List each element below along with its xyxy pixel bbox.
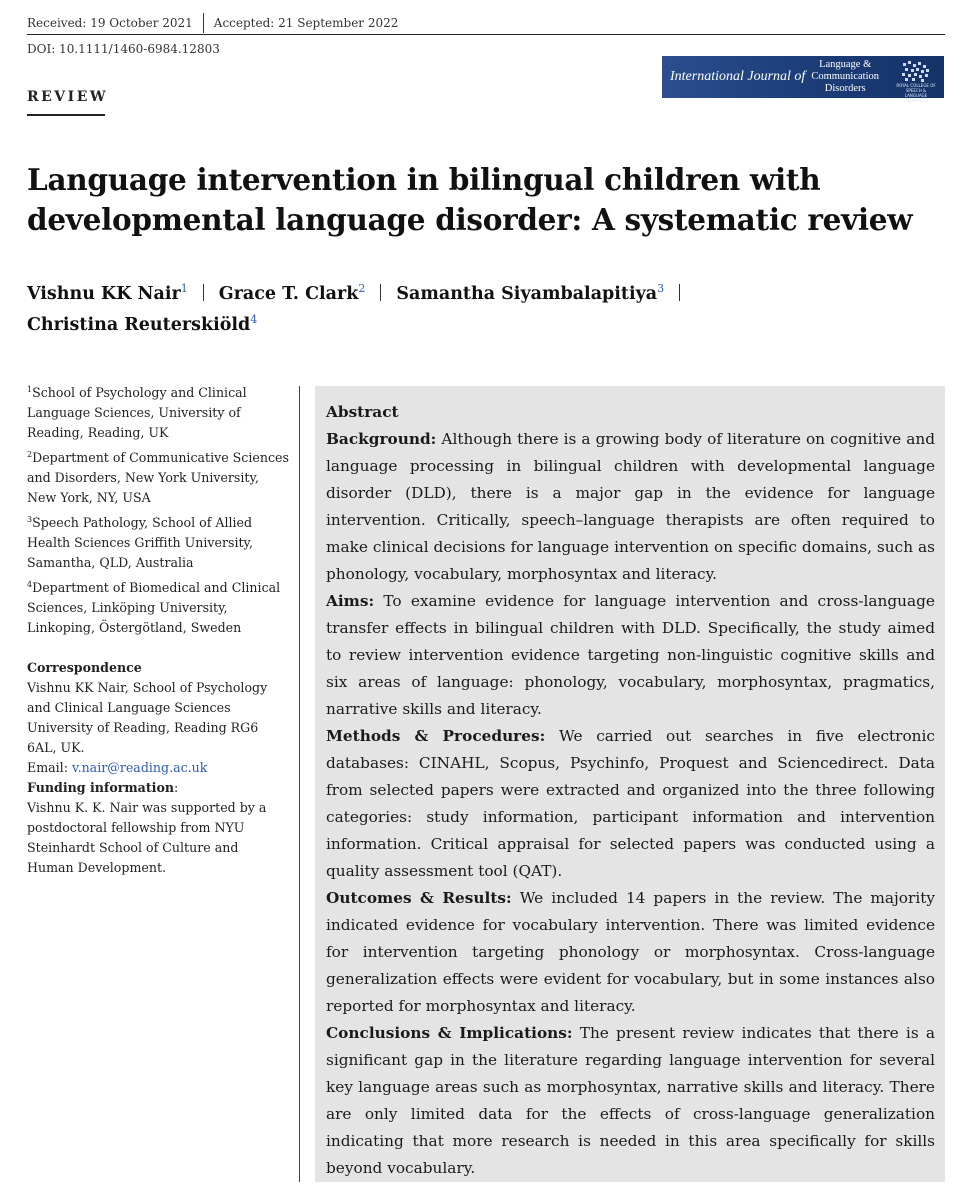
correspondence-heading: Correspondence <box>27 660 142 675</box>
article-dates <box>27 13 398 33</box>
affiliation-text: Department of Biomedical and Clinical Sciences, Linköping University, Linkoping, Östergötland, Sweden <box>27 580 281 635</box>
author-separator <box>380 284 381 301</box>
author-3[interactable] <box>396 284 664 304</box>
abstract-text: To examine evidence for language intervention and cross-language transfer effects in bilingual children with DLD. Specifically, the study aimed to review intervention evidence targeting non-linguistic cognitive skills and six areas of language: phonology, vocabulary, morphosyntax, pragmatics, narrative skills and literacy. <box>326 592 935 718</box>
author-name: Vishnu KK Nair <box>27 284 181 304</box>
affiliation-text: Department of Communicative Sciences and Disorders, New York University, New York, NY, USA <box>27 450 289 505</box>
abstract-heading: Outcomes & Results: <box>326 889 512 907</box>
accepted-date: Accepted: 21 September 2022 <box>213 16 399 30</box>
abstract-heading: Conclusions & Implications: <box>326 1024 573 1042</box>
funding-colon: : <box>174 780 179 795</box>
affiliation-text: Speech Pathology, School of Allied Health Sciences Griffith University, Samantha, QLD, Australia <box>27 515 253 570</box>
affiliation-number: 4 <box>27 579 33 589</box>
abstract-heading: Methods & Procedures: <box>326 727 546 745</box>
journal-name-sub-2: Communication <box>811 71 879 82</box>
funding-heading: Funding information <box>27 780 175 795</box>
abstract-text: We included 14 papers in the review. The majority indicated evidence for vocabulary intervention. There was limited evidence for intervention targeting phonology or morphosyntax. Cross-language generalization effects were evident for vocabulary, but in some instances also reported for morphosyntax and literacy. <box>326 889 935 1015</box>
abstract-text: Although there is a growing body of literature on cognitive and language processing in bilingual children with developmental language disorder (DLD), there is a major gap in the evidence for language intervention. Critically, speech–language therapists are often required to make clinical decisions for language intervention on specific domains, such as phonology, vocabulary, morphosyntax and literacy. <box>326 430 935 583</box>
journal-logo <box>662 56 944 103</box>
author-separator <box>679 284 680 301</box>
abstract-text: The present review indicates that there is a significant gap in the literature regarding language intervention for several key language areas such as morphosyntax, narrative skills and literacy. There are only limited data for the effects of cross-language generalization indicating that more research is needed in this area specifically for skills beyond vocabulary. <box>326 1024 935 1177</box>
article-title: Language intervention in bilingual children with developmental language disorder: A systematic review <box>27 162 913 237</box>
journal-name-sub <box>811 59 879 95</box>
affiliation-number: 3 <box>27 514 33 524</box>
funding-text: Vishnu K. K. Nair was supported by a postdoctoral fellowship from NYU Steinhardt School of Culture and Human Development. <box>27 800 267 875</box>
abstract-title: Abstract <box>326 403 399 421</box>
abstract-aims <box>326 588 935 723</box>
affiliation-4 <box>27 578 289 638</box>
funding-heading-line <box>27 778 289 798</box>
abstract-box <box>315 386 945 1182</box>
author-2[interactable] <box>219 284 366 304</box>
author-affiliation-ref[interactable]: 1 <box>180 282 188 296</box>
abstract-background <box>326 426 935 588</box>
author-affiliation-ref[interactable]: 3 <box>657 282 665 296</box>
affiliation-1 <box>27 383 289 443</box>
abstract-conclusions <box>326 1020 935 1182</box>
journal-name-sub-1: Language & <box>819 59 872 70</box>
journal-name-main: International Journal of <box>670 69 806 84</box>
affiliation-3 <box>27 513 289 573</box>
header-rule <box>27 34 945 35</box>
affiliation-number: 2 <box>27 449 33 459</box>
section-underline <box>27 114 105 116</box>
doi: DOI: 10.1111/1460-6984.12803 <box>27 42 220 56</box>
author-name: Samantha Siyambalapitiya <box>396 284 658 304</box>
section-label: REVIEW <box>27 89 109 105</box>
affiliation-text: School of Psychology and Clinical Language Sciences, University of Reading, Reading, UK <box>27 385 247 440</box>
rcslt-seal-icon <box>896 59 936 103</box>
abstract-heading: Aims: <box>326 592 375 610</box>
author-separator <box>203 284 204 301</box>
affiliation-2 <box>27 448 289 508</box>
correspondence-text <box>27 678 289 778</box>
column-divider <box>299 386 300 1182</box>
date-separator <box>203 13 204 33</box>
abstract-methods <box>326 723 935 885</box>
email-label: Email: <box>27 760 72 775</box>
author-list <box>27 279 927 341</box>
seal-grid-icon <box>901 61 931 83</box>
author-4[interactable] <box>27 315 257 335</box>
funding-information <box>27 778 289 878</box>
author-1[interactable] <box>27 284 188 304</box>
correspondence-address: Vishnu KK Nair, School of Psychology and Clinical Language Sciences University of Reading, Reading RG6 6AL, UK. <box>27 680 268 755</box>
affiliation-number: 1 <box>27 384 33 394</box>
journal-name-sub-3: Disorders <box>824 83 866 94</box>
author-name: Christina Reuterskiöld <box>27 315 251 335</box>
email-link[interactable]: v.nair@reading.ac.uk <box>71 760 208 775</box>
author-name: Grace T. Clark <box>218 284 359 304</box>
abstract-text: We carried out searches in five electronic databases: CINAHL, Scopus, Psychinfo, Proquest and Sciencedirect. Data from selected papers were extracted and organized into the three following categories: study information, participant information and intervention information. Critical appraisal for selected papers was conducted using a quality assessment tool (QAT). <box>326 727 935 880</box>
author-affiliation-ref[interactable]: 4 <box>250 313 258 327</box>
abstract-outcomes <box>326 885 935 1020</box>
received-date: Received: 19 October 2021 <box>27 16 193 30</box>
affiliations <box>27 383 289 643</box>
author-affiliation-ref[interactable]: 2 <box>358 282 366 296</box>
abstract-heading: Background: <box>326 430 437 448</box>
seal-text: ROYAL COLLEGE OF SPEECH & LANGUAGE THERAPISTS <box>896 83 936 103</box>
correspondence <box>27 658 289 778</box>
